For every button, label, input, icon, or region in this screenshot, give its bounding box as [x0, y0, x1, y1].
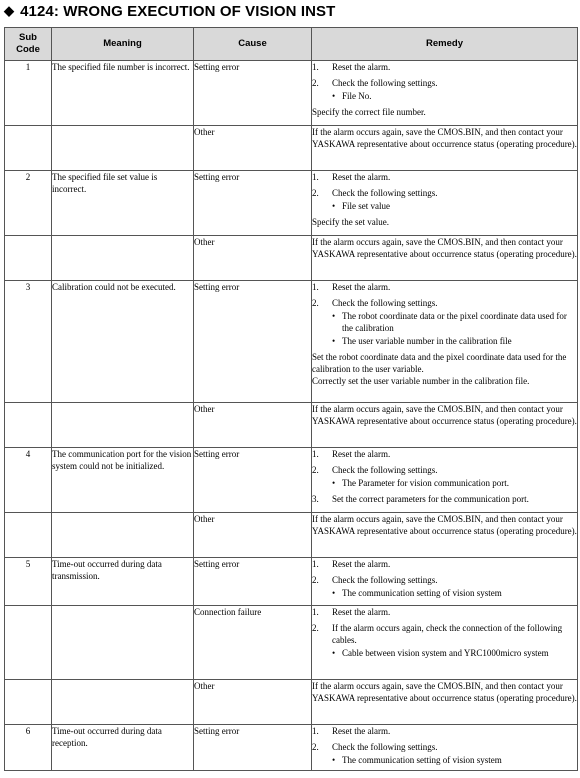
remedy-note: Specify the set value.	[312, 217, 389, 227]
table-row	[5, 448, 578, 513]
remedy-cell	[312, 126, 578, 171]
remedy-sub-item	[312, 90, 577, 102]
cause-cell: Other	[194, 403, 312, 448]
remedy-step	[312, 187, 577, 199]
cause-cell: Setting error	[194, 448, 312, 513]
bullet-dot-icon: •	[332, 478, 336, 488]
title-text: 4124: WRONG EXECUTION OF VISION INST	[20, 2, 336, 20]
bullet-dot-icon: •	[332, 91, 336, 101]
table-row	[5, 403, 578, 448]
sub-code-cell	[5, 236, 52, 281]
sub-code-cell: 3	[5, 281, 52, 403]
cause-cell: Setting error	[194, 725, 312, 771]
cause-cell: Other	[194, 126, 312, 171]
step-text: Set the correct parameters for the communication port.	[332, 494, 529, 504]
meaning-cell: The specified file set value is incorrect.	[52, 171, 194, 236]
remedy-step	[312, 606, 577, 618]
table-row	[5, 558, 578, 606]
remedy-cell	[312, 236, 578, 281]
sub-item-text: The robot coordinate data or the pixel coordinate data used for the calibration	[342, 311, 567, 333]
step-text: Reset the alarm.	[332, 62, 391, 72]
remedy-sub-item	[312, 587, 577, 599]
table-row	[5, 281, 578, 403]
remedy-sub-item	[312, 335, 577, 347]
step-text: Reset the alarm.	[332, 449, 391, 459]
step-number: 1.	[312, 282, 319, 292]
step-number: 2.	[312, 298, 319, 308]
table-row	[5, 513, 578, 558]
remedy-cell	[312, 403, 578, 448]
meaning-cell	[52, 606, 194, 680]
header-remedy: Remedy	[312, 28, 578, 61]
step-text: Reset the alarm.	[332, 559, 391, 569]
bullet-dot-icon: •	[332, 311, 336, 321]
cause-cell: Other	[194, 513, 312, 558]
cause-cell: Setting error	[194, 171, 312, 236]
remedy-step	[312, 281, 577, 293]
step-text: Check the following settings.	[332, 575, 438, 585]
header-cause: Cause	[194, 28, 312, 61]
step-number: 1.	[312, 62, 319, 72]
step-number: 1.	[312, 726, 319, 736]
step-number: 2.	[312, 742, 319, 752]
step-number: 2.	[312, 78, 319, 88]
sub-item-text: The communication setting of vision system	[342, 755, 502, 765]
remedy-note: Set the robot coordinate data and the pixel coordinate data used for the calibration to the user variable. Correctly set the user variable number in the calibration file.	[312, 352, 567, 386]
remedy-text: If the alarm occurs again, save the CMOS.BIN, and then contact your YASKAWA representative about occurrence status (operating procedure).	[312, 237, 577, 259]
meaning-cell	[52, 403, 194, 448]
alarm-table	[4, 27, 578, 771]
remedy-step	[312, 77, 577, 89]
bullet-dot-icon: •	[332, 201, 336, 211]
table-row	[5, 171, 578, 236]
sub-code-cell: 1	[5, 61, 52, 126]
sub-code-cell: 6	[5, 725, 52, 771]
bullet-dot-icon: •	[332, 755, 336, 765]
table-header-row	[5, 28, 578, 61]
table-row	[5, 680, 578, 725]
remedy-step	[312, 493, 577, 505]
remedy-sub-item	[312, 477, 577, 489]
meaning-cell	[52, 680, 194, 725]
sub-item-text: Cable between vision system and YRC1000micro system	[342, 648, 549, 658]
cause-cell: Setting error	[194, 281, 312, 403]
remedy-cell	[312, 448, 578, 513]
step-text: Reset the alarm.	[332, 607, 391, 617]
step-number: 1.	[312, 559, 319, 569]
remedy-step	[312, 448, 577, 460]
step-number: 2.	[312, 188, 319, 198]
bullet-dot-icon: •	[332, 648, 336, 658]
bullet-dot-icon: •	[332, 588, 336, 598]
remedy-step	[312, 464, 577, 476]
sub-code-cell: 5	[5, 558, 52, 606]
step-text: Reset the alarm.	[332, 172, 391, 182]
meaning-cell: The specified file number is incorrect.	[52, 61, 194, 126]
diamond-bullet-icon: ◆	[4, 3, 15, 18]
remedy-cell	[312, 171, 578, 236]
sub-item-text: The user variable number in the calibration file	[342, 336, 512, 346]
remedy-cell	[312, 725, 578, 771]
cause-cell: Other	[194, 680, 312, 725]
sub-code-cell	[5, 513, 52, 558]
sub-code-cell: 2	[5, 171, 52, 236]
meaning-cell	[52, 236, 194, 281]
meaning-cell: The communication port for the vision system could not be initialized.	[52, 448, 194, 513]
remedy-text: If the alarm occurs again, save the CMOS.BIN, and then contact your YASKAWA representative about occurrence status (operating procedure).	[312, 514, 577, 536]
remedy-cell	[312, 680, 578, 725]
table-row	[5, 606, 578, 680]
remedy-step	[312, 171, 577, 183]
cause-cell: Connection failure	[194, 606, 312, 680]
step-number: 1.	[312, 449, 319, 459]
step-text: Check the following settings.	[332, 78, 438, 88]
sub-code-cell: 4	[5, 448, 52, 513]
step-number: 1.	[312, 172, 319, 182]
table-row	[5, 126, 578, 171]
header-sub-code: Sub Code	[5, 28, 52, 61]
step-text: Check the following settings.	[332, 298, 438, 308]
remedy-step	[312, 297, 577, 309]
remedy-note: Specify the correct file number.	[312, 107, 426, 117]
remedy-step	[312, 558, 577, 570]
remedy-step	[312, 574, 577, 586]
sub-code-cell	[5, 126, 52, 171]
remedy-sub-item	[312, 754, 577, 766]
remedy-cell	[312, 558, 578, 606]
sub-code-cell	[5, 606, 52, 680]
bullet-dot-icon: •	[332, 336, 336, 346]
sub-item-text: File set value	[342, 201, 390, 211]
remedy-step	[312, 741, 577, 753]
step-text: If the alarm occurs again, check the connection of the following cables.	[332, 623, 563, 645]
step-number: 2.	[312, 575, 319, 585]
header-meaning: Meaning	[52, 28, 194, 61]
table-row	[5, 236, 578, 281]
step-text: Reset the alarm.	[332, 282, 391, 292]
remedy-cell	[312, 513, 578, 558]
meaning-cell: Time-out occurred during data reception.	[52, 725, 194, 771]
step-number: 2.	[312, 623, 319, 633]
meaning-cell	[52, 126, 194, 171]
sub-item-text: The Parameter for vision communication port.	[342, 478, 509, 488]
remedy-sub-item	[312, 200, 577, 212]
step-text: Check the following settings.	[332, 742, 438, 752]
meaning-cell: Calibration could not be executed.	[52, 281, 194, 403]
remedy-step	[312, 725, 577, 737]
table-row	[5, 61, 578, 126]
remedy-cell	[312, 61, 578, 126]
sub-item-text: File No.	[342, 91, 372, 101]
remedy-sub-item	[312, 310, 577, 334]
remedy-text: If the alarm occurs again, save the CMOS.BIN, and then contact your YASKAWA representative about occurrence status (operating procedure).	[312, 681, 577, 703]
cause-cell: Setting error	[194, 61, 312, 126]
meaning-cell	[52, 513, 194, 558]
remedy-sub-item	[312, 647, 577, 659]
cause-cell: Setting error	[194, 558, 312, 606]
meaning-cell: Time-out occurred during data transmission.	[52, 558, 194, 606]
remedy-cell	[312, 606, 578, 680]
table-row	[5, 725, 578, 771]
cause-cell: Other	[194, 236, 312, 281]
step-number: 3.	[312, 494, 319, 504]
remedy-text: If the alarm occurs again, save the CMOS.BIN, and then contact your YASKAWA representative about occurrence status (operating procedure).	[312, 127, 577, 149]
step-text: Reset the alarm.	[332, 726, 391, 736]
step-text: Check the following settings.	[332, 188, 438, 198]
step-number: 2.	[312, 465, 319, 475]
remedy-step	[312, 61, 577, 73]
section-title	[4, 0, 335, 22]
sub-item-text: The communication setting of vision system	[342, 588, 502, 598]
sub-code-cell	[5, 403, 52, 448]
remedy-text: If the alarm occurs again, save the CMOS.BIN, and then contact your YASKAWA representative about occurrence status (operating procedure).	[312, 404, 577, 426]
sub-code-cell	[5, 680, 52, 725]
step-text: Check the following settings.	[332, 465, 438, 475]
remedy-step	[312, 622, 577, 646]
remedy-cell	[312, 281, 578, 403]
step-number: 1.	[312, 607, 319, 617]
